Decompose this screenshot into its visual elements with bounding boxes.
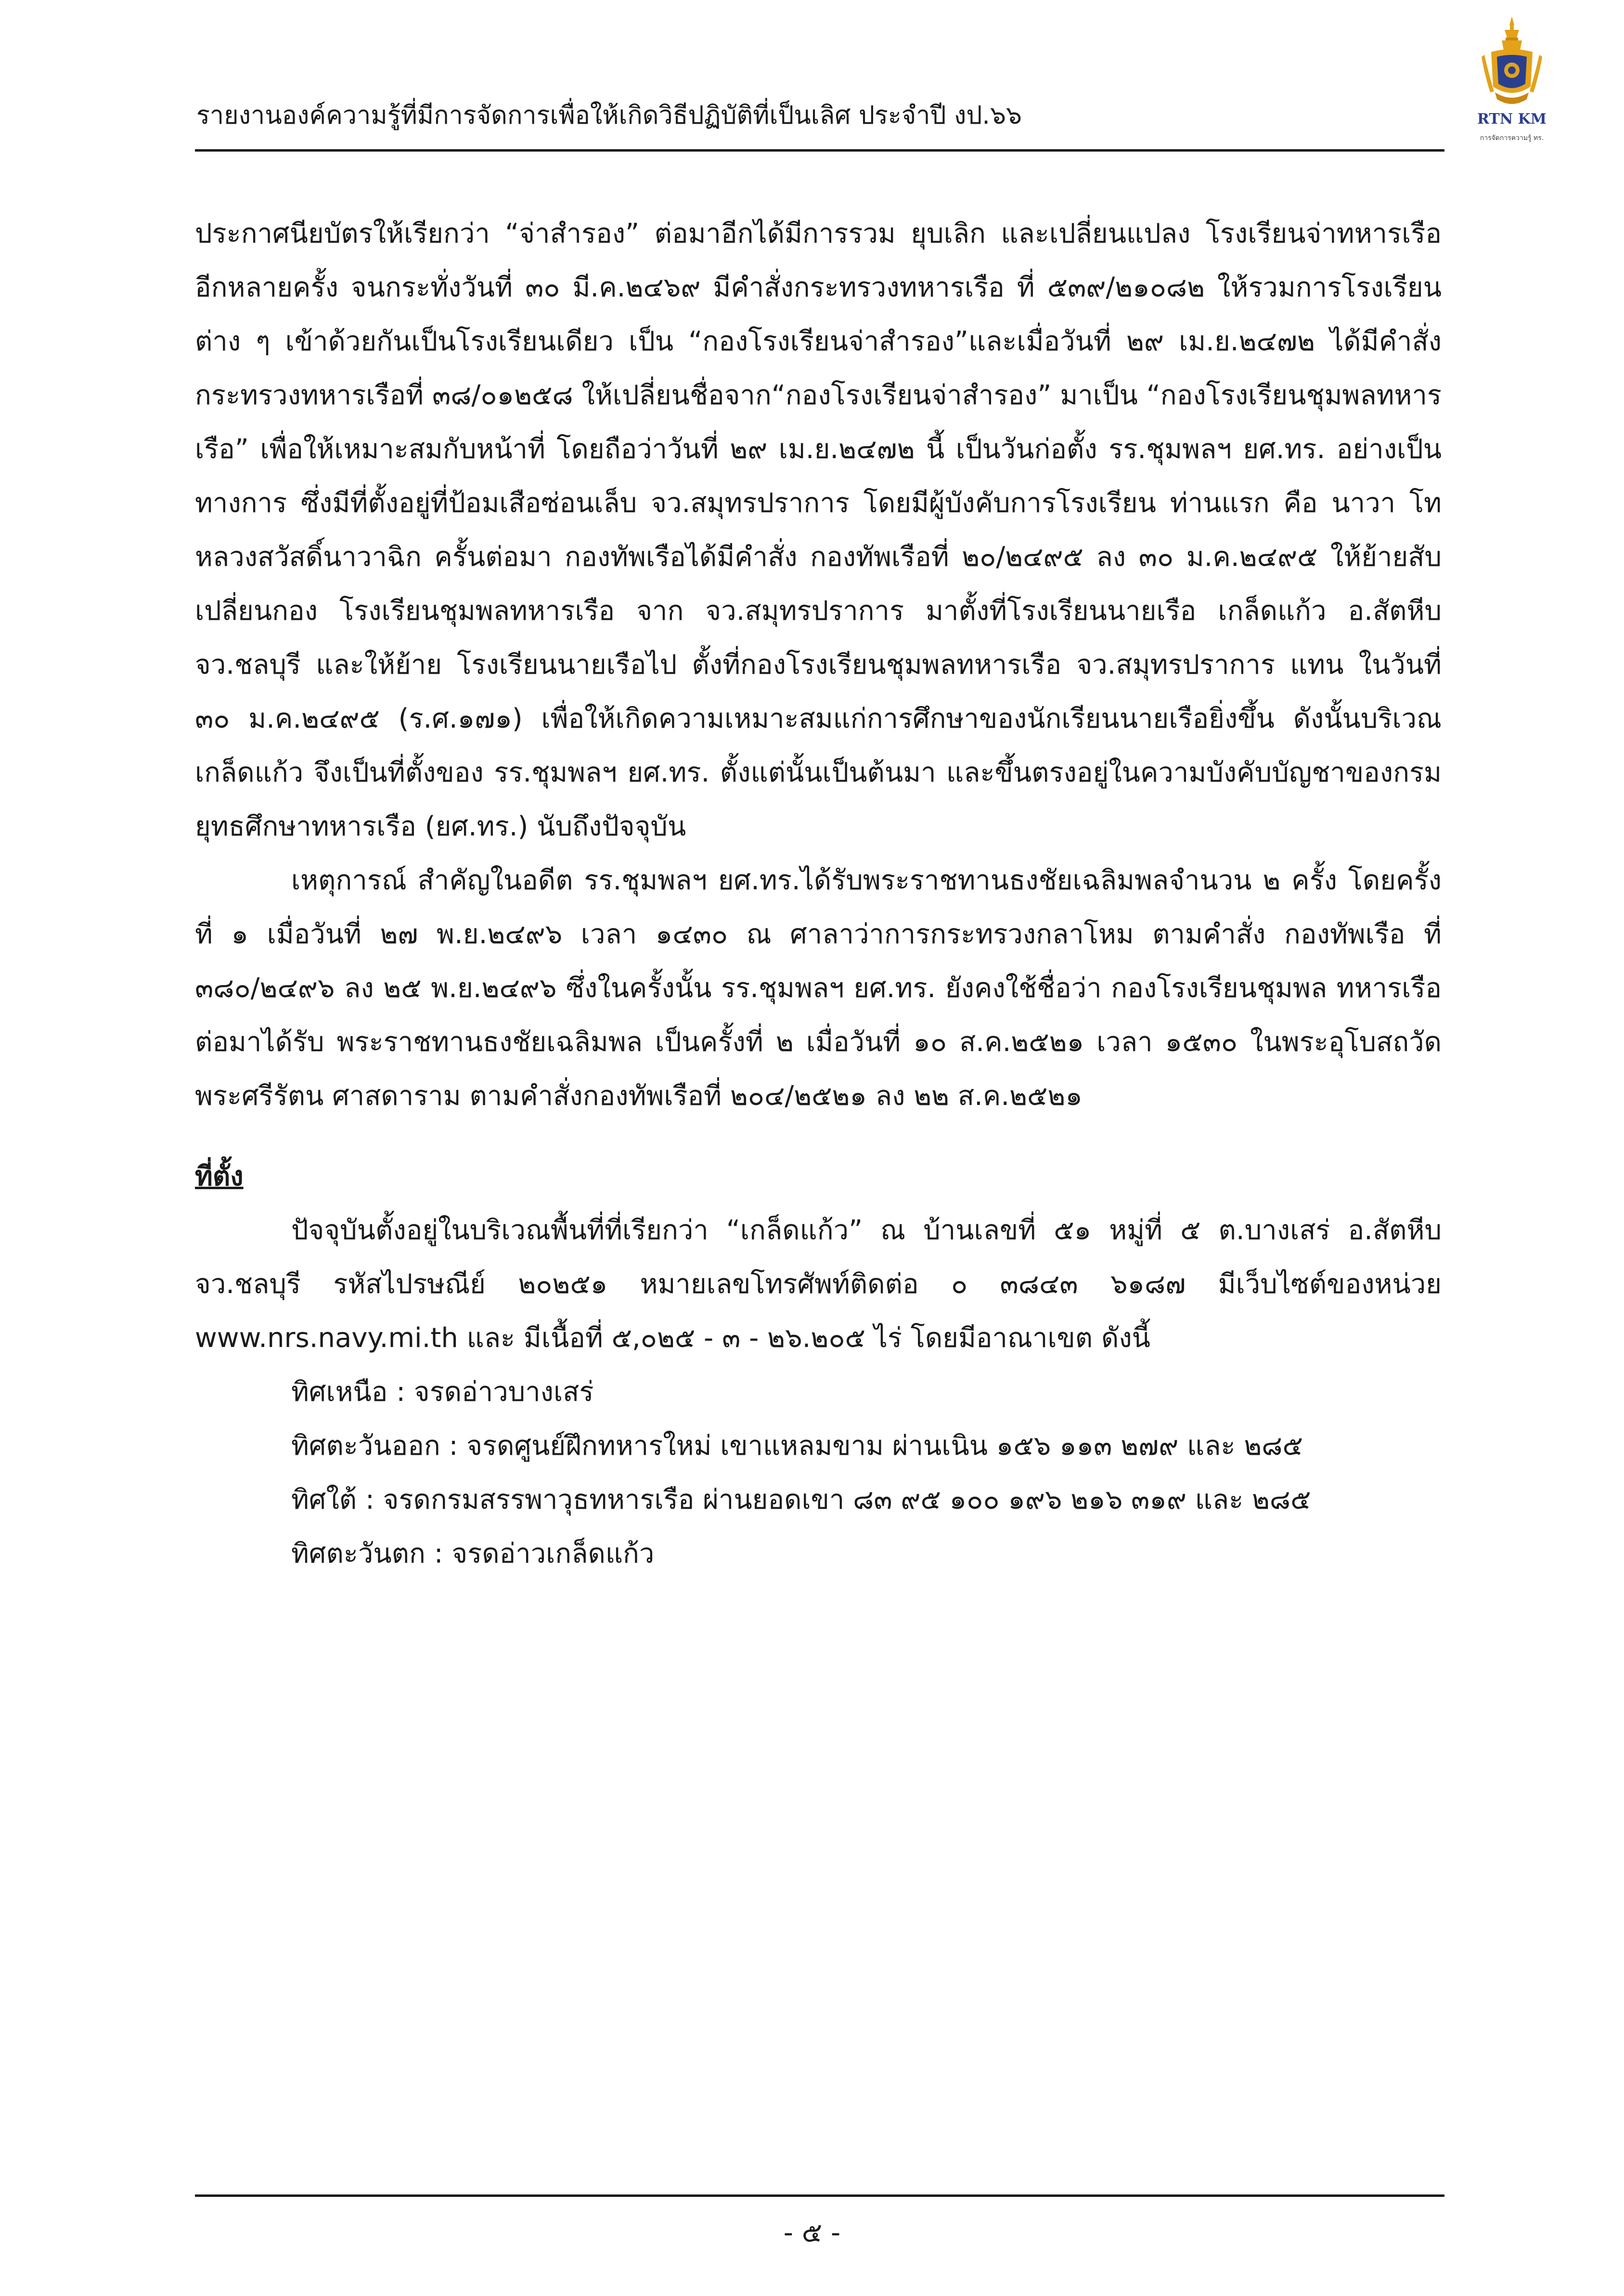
logo-subtext: การจัดการความรู้ ทร. (1480, 134, 1544, 142)
location-paragraph: ปัจจุบันตั้งอยู่ในบริเวณพื้นที่ที่เรียกว่า “เกล็ดแก้ว” ณ บ้านเลขที่ ๕๑ หมู่ที่ ๕ ต.บางเสร่ อ.สัตหีบ จว.ชลบุรี รหัสไปรษณีย์ ๒๐๒๕๑ หมายเลขโทรศัพท์ติดต่อ ๐ ๓๘๔๓ ๖๑๘๗ มีเว็บไซต์ของหน่วย www.nrs.navy.mi.th และ มีเนื้อที่ ๕,๐๒๕ - ๓ - ๒๖.๒๐๕ ไร่ โดยมีอาณาเขต ดังนี้ (195, 1215, 1442, 1354)
header-title: รายงานองค์ความรู้ที่มีการจัดการเพื่อให้เกิดวิธีปฏิบัติที่เป็นเลิศ ประจำปี งป.๖๖ (196, 101, 1022, 130)
header-divider (195, 149, 1444, 152)
boundary-west: ทิศตะวันตก : จรดอ่าวเกล็ดแก้ว (291, 1538, 655, 1569)
royal-crown-emblem-icon (1481, 14, 1543, 111)
page-number: - ๕ - (783, 2217, 841, 2248)
document-body (195, 207, 1442, 1581)
rtn-km-logo (1461, 14, 1562, 144)
events-paragraph: เหตุการณ์ สำคัญในอดีต รร.ชุมพลฯ ยศ.ทร.ได้รับพระราชทานธงชัยเฉลิมพลจำนวน ๒ ครั้ง โดยครั้งที่ ๑ เมื่อวันที่ ๒๗ พ.ย.๒๔๙๖ เวลา ๑๔๓๐ ณ ศาลาว่าการกระทรวงกลาโหม ตามคำสั่ง กองทัพเรือ ที่ ๓๘๐/๒๔๙๖ ลง ๒๕ พ.ย.๒๔๙๖ ซึ่งในครั้งนั้น รร.ชุมพลฯ ยศ.ทร. ยังคงใช้ชื่อว่า กองโรงเรียนชุมพล ทหารเรือ ต่อมาได้รับ พระราชทานธงชัยเฉลิมพล เป็นครั้งที่ ๒ เมื่อวันที่ ๑๐ ส.ค.๒๕๒๑ เวลา ๑๕๓๐ ในพระอุโบสถวัดพระศรีรัตน ศาสดาราม ตามคำสั่งกองทัพเรือที่ ๒๐๔/๒๕๒๑ ลง ๒๒ ส.ค.๒๕๒๑ (195, 865, 1442, 1112)
footer-divider (195, 2194, 1444, 2197)
history-paragraph: ประกาศนียบัตรให้เรียกว่า “จ่าสำรอง” ต่อมาอีกได้มีการรวม ยุบเลิก และเปลี่ยนแปลง โรงเรียนจ่าทหารเรือ อีกหลายครั้ง จนกระทั่งวันที่ ๓๐ มี.ค.๒๔๖๙ มีคำสั่งกระทรวงทหารเรือ ที่ ๕๓๙/๒๑๐๘๒ ให้รวมการโรงเรียนต่าง ๆ เข้าด้วยกันเป็นโรงเรียนเดียว เป็น “กองโรงเรียนจ่าสำรอง”และเมื่อวันที่ ๒๙ เม.ย.๒๔๗๒ ได้มีคำสั่งกระทรวงทหารเรือที่ ๓๘/๐๑๒๕๘ ให้เปลี่ยนชื่อจาก“กองโรงเรียนจ่าสำรอง” มาเป็น “กองโรงเรียนชุมพลทหารเรือ” เพื่อให้เหมาะสมกับหน้าที่ โดยถือว่าวันที่ ๒๙ เม.ย.๒๔๗๒ นี้ เป็นวันก่อตั้ง รร.ชุมพลฯ ยศ.ทร. อย่างเป็นทางการ ซึ่งมีที่ตั้งอยู่ที่ป้อมเสือซ่อนเล็บ จว.สมุทรปราการ โดยมีผู้บังคับการโรงเรียน ท่านแรก คือ นาวา โทหลวงสวัสดิ์นาวาฉิก ครั้นต่อมา กองทัพเรือได้มีคำสั่ง กองทัพเรือที่ ๒๐/๒๔๙๕ ลง ๓๐ ม.ค.๒๔๙๕ ให้ย้ายสับเปลี่ยนกอง โรงเรียนชุมพลทหารเรือ จาก จว.สมุทรปราการ มาตั้งที่โรงเรียนนายเรือ เกล็ดแก้ว อ.สัตหีบ จว.ชลบุรี และให้ย้าย โรงเรียนนายเรือไป ตั้งที่กองโรงเรียนชุมพลทหารเรือ จว.สมุทรปราการ แทน ในวันที่ ๓๐ ม.ค.๒๔๙๕ (ร.ศ.๑๗๑) เพื่อให้เกิดความเหมาะสมแก่การศึกษาของนักเรียนนายเรือยิ่งขึ้น ดังนั้นบริเวณเกล็ดแก้ว จึงเป็นที่ตั้งของ รร.ชุมพลฯ ยศ.ทร. ตั้งแต่นั้นเป็นต้นมา และขึ้นตรงอยู่ในความบังคับบัญชาของกรมยุทธศึกษาทหารเรือ (ยศ.ทร.) นับถึงปัจจุบัน (195, 218, 1442, 842)
boundary-south: ทิศใต้ : จรดกรมสรรพาวุธทหารเรือ ผ่านยอดเขา ๘๓ ๙๕ ๑๐๐ ๑๙๖ ๒๑๖ ๓๑๙ และ ๒๘๕ (291, 1484, 1311, 1515)
location-heading: ที่ตั้ง (195, 1161, 244, 1192)
boundary-north: ทิศเหนือ : จรดอ่าวบางเสร่ (291, 1376, 594, 1408)
logo-text: RTN KM (1477, 111, 1547, 128)
boundary-east: ทิศตะวันออก : จรดศูนย์ฝึกทหารใหม่ เขาแหลมขาม ผ่านเนิน ๑๕๖ ๑๑๓ ๒๗๙ และ ๒๘๕ (291, 1430, 1303, 1462)
